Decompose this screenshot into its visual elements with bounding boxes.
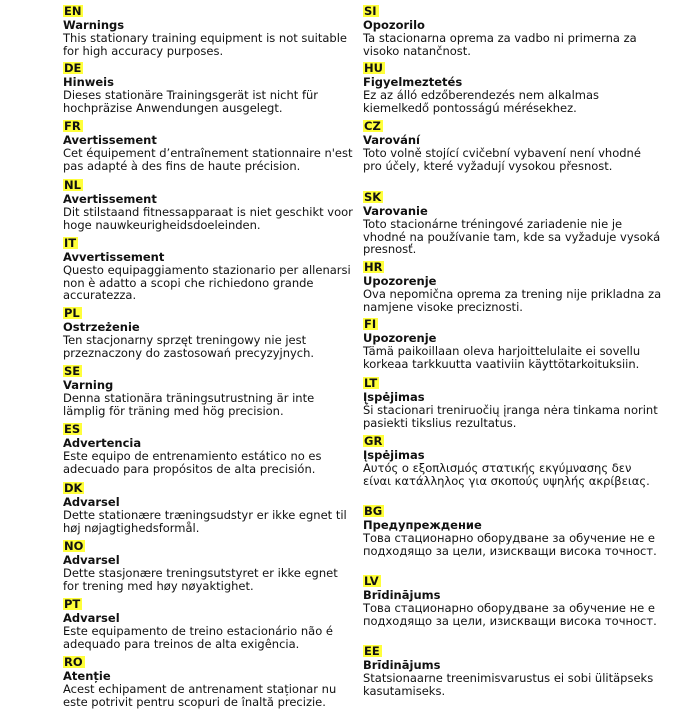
warning-block-si [363, 0, 663, 57]
warning-heading: Įspėjimas [363, 448, 425, 462]
language-code-badge: FI [364, 317, 377, 331]
language-code-badge: RO [64, 655, 83, 669]
warning-text: Dieses stationäre Trainingsgerät ist nicht für hochpräzise Anwendungen ausgelegt. [63, 88, 319, 115]
warning-heading: Advarsel [63, 495, 120, 509]
language-code-badge: HR [364, 260, 383, 274]
language-code-badge: SE [64, 364, 81, 378]
warning-heading: Avertissement [63, 133, 157, 147]
warning-heading: Brīdinājums [363, 658, 441, 672]
warning-block-dk [63, 477, 353, 534]
language-code-badge: EE [364, 644, 380, 658]
warning-text: Αυτός ο εξοπλισμός στατικής εκγύμνασης δεν είναι κατάλληλος για σκοπούς υψηλής ακρίβειας. [363, 461, 650, 488]
warning-heading: Atenție [63, 669, 111, 683]
warning-block-nl [63, 174, 353, 231]
warning-text: Denna stationära träningsutrustning är inte lämplig för träning med hög precision. [63, 391, 315, 418]
language-code-badge: ES [64, 422, 81, 436]
warning-block-no [63, 535, 353, 592]
warning-text: Toto volně stojící cvičební vybavení není vhodné pro účely, které vyžadují vysokou přesnost. [363, 146, 641, 173]
warning-heading: Upozorenje [363, 274, 437, 288]
warning-block-sk [363, 186, 663, 256]
warning-block-se [63, 360, 353, 417]
warning-block-ro [63, 651, 353, 708]
warning-text: Este equipamento de treino estacionário não é adequado para treinos de alta exigência. [63, 624, 333, 651]
language-code-badge: IT [64, 236, 77, 250]
warning-block-pl [63, 302, 353, 359]
language-code-badge: FR [64, 119, 81, 133]
warning-heading: Upozorenje [363, 331, 437, 345]
language-code-badge: DK [64, 481, 83, 495]
warning-text: Questo equipaggiamento stazionario per allenarsi non è adatto a scopi che richiedono grande accuratezza. [63, 263, 351, 302]
warning-block-it [63, 232, 353, 302]
warning-text: Ova nepomična oprema za trening nije prikladna za namjene visoke preciznosti. [363, 287, 662, 314]
warning-text: This stationary training equipment is not suitable for high accuracy purposes. [63, 31, 347, 58]
warning-text: Toto stacionárne tréningové zariadenie nie je vhodné na používanie tam, kde sa vyžaduje vysoká presnosť. [363, 217, 661, 256]
warning-block-cz [363, 115, 663, 172]
warning-heading: Warnings [63, 18, 125, 32]
language-code-badge: PT [64, 597, 81, 611]
warning-block-hr [363, 256, 663, 313]
warning-text: Cet équipement d’entraînement stationnaire n'est pas adapté à des fins de haute précision. [63, 146, 353, 173]
warning-heading: Opozorilo [363, 18, 425, 32]
warning-text: Ta stacionarna oprema za vadbo ni primerna za visoko natančnost. [363, 31, 637, 58]
warning-heading: Advarsel [63, 611, 120, 625]
warning-heading: Предупреждение [363, 518, 482, 532]
warning-text: Dette stationære træningsudstyr er ikke egnet til høj nøjagtighedsformål. [63, 508, 347, 535]
language-code-badge: NL [64, 178, 81, 192]
warning-heading: Advertencia [63, 436, 142, 450]
warning-text: Statsionaarne treenimisvarustus ei sobi ülitäpseks kasutamiseks. [363, 671, 654, 698]
warning-block-fi [363, 313, 663, 370]
warning-block-fr [63, 115, 353, 172]
warning-text: Dette stasjonære treningsutstyret er ikke egnet for trening med høy nøyaktighet. [63, 566, 338, 593]
warning-block-es [63, 418, 353, 475]
warning-block-hu [363, 57, 663, 114]
warning-block-bg [363, 500, 663, 557]
language-code-badge: BG [364, 504, 383, 518]
warning-heading: Figyelmeztetés [363, 75, 463, 89]
warning-text: Ši stacionari treniruočių įranga nėra tinkama norint pasiekti tikslius rezultatus. [363, 403, 658, 430]
warning-heading: Hinweis [63, 75, 114, 89]
language-code-badge: CZ [364, 119, 381, 133]
warning-text: Dit stilstaand fitnessapparaat is niet geschikt voor hoge nauwkeurigheidsdoeleinden. [63, 205, 353, 232]
warning-text: Ten stacjonarny sprzęt treningowy nie jest przeznaczony do zastosowań precyzyjnych. [63, 333, 315, 360]
warning-block-lv [363, 570, 663, 627]
warning-text: Това стационарно оборудване за обучение не е подходящо за цели, изискващи висока точност. [363, 601, 657, 628]
warning-heading: Advarsel [63, 553, 120, 567]
language-code-badge: NO [64, 539, 84, 553]
warning-text: Ez az álló edzőberendezés nem alkalmas kiemelkedő pontosságú mérésekhez. [363, 88, 600, 115]
warning-block-lt [363, 372, 663, 429]
language-code-badge: GR [364, 434, 383, 448]
warning-heading: Avvertissement [63, 250, 165, 264]
warning-text: Tämä paikoillaan oleva harjoittelulaite ei sovellu korkeaa tarkkuutta vaativiin käyttötarkoituksiin. [363, 344, 641, 371]
warning-heading: Ostrzeżenie [63, 320, 140, 334]
warning-block-de [63, 57, 353, 114]
language-code-badge: DE [64, 61, 82, 75]
warning-heading: Varovanie [363, 204, 428, 218]
language-code-badge: SI [364, 4, 377, 18]
warning-text: Това стационарно оборудване за обучение не е подходящо за цели, изискващи висока точност. [363, 531, 657, 558]
warning-text: Este equipo de entrenamiento estático no es adecuado para propósitos de alta precisión. [63, 449, 322, 476]
warning-heading: Įspėjimas [363, 390, 425, 404]
language-code-badge: LT [364, 376, 378, 390]
language-code-badge: SK [364, 190, 382, 204]
warning-heading: Varning [63, 378, 114, 392]
language-code-badge: EN [64, 4, 82, 18]
warning-block-gr [363, 430, 663, 487]
language-code-badge: LV [364, 574, 379, 588]
warning-text: Acest echipament de antrenament staționar nu este potrivit pentru scopuri de înaltă precizie. [63, 682, 337, 709]
warning-block-pt [63, 593, 353, 650]
language-code-badge: HU [364, 61, 383, 75]
warning-block-ee [363, 640, 663, 697]
language-code-badge: PL [64, 306, 80, 320]
warning-heading: Avertissement [63, 192, 157, 206]
warning-heading: Brīdinājums [363, 588, 441, 602]
warning-block-en [63, 0, 353, 57]
warning-heading: Varování [363, 133, 420, 147]
